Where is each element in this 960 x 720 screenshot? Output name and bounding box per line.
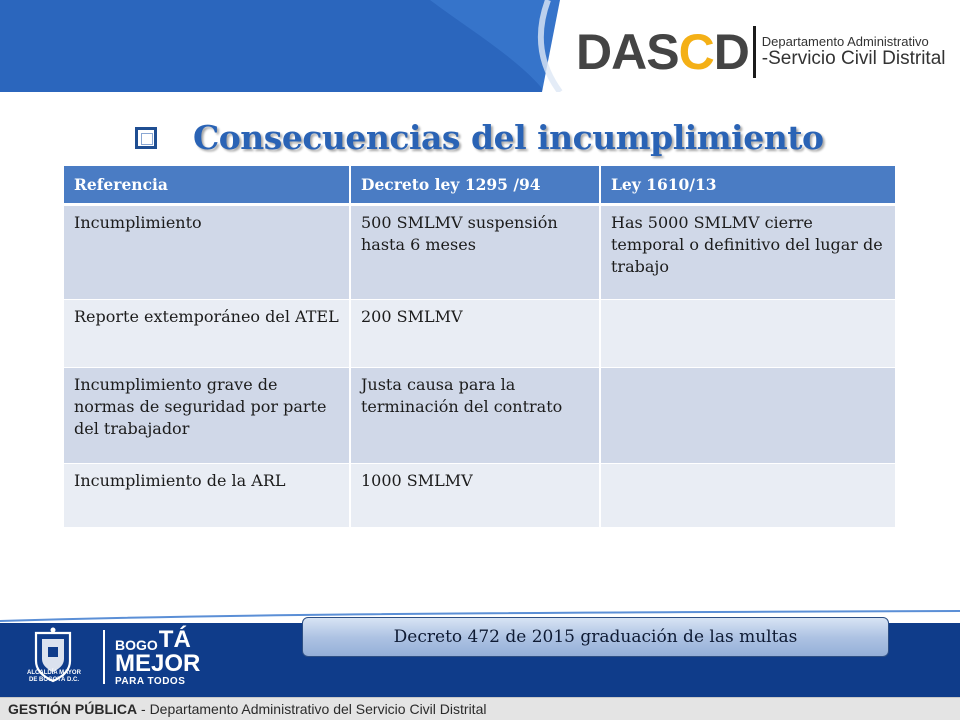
seal-text: ALCALDÍA MAYOR DE BOGOTÁ D.C. [27, 670, 81, 684]
checkbox-bullet-icon [135, 127, 157, 149]
logo-text [762, 35, 946, 69]
header-ley: Ley 1610/13 [600, 166, 896, 204]
consequences-table [64, 166, 897, 528]
table-cell: 1000 SMLMV [350, 463, 600, 527]
table-header-row [64, 166, 896, 204]
header-decreto: Decreto ley 1295 /94 [350, 166, 600, 204]
logo-line2: -Servicio Civil Distrital [761, 47, 946, 69]
table-cell: Incumplimiento [64, 204, 350, 299]
logo-line1: Departamento Administrativo [761, 34, 929, 50]
table-cell [600, 463, 896, 527]
logo-divider [753, 26, 756, 78]
bottom-text: GESTIÓN PÚBLICA - Departamento Administrativo del Servicio Civil Distrital [8, 701, 487, 717]
logo-wordmark: DASCD [576, 24, 749, 80]
table-cell: Justa causa para la terminación del contrato [350, 367, 600, 463]
title-row [135, 118, 823, 157]
table-cell: Incumplimiento de la ARL [64, 463, 350, 527]
table-row [64, 204, 896, 299]
table-cell: Has 5000 SMLMV cierre temporal o definitivo del lugar de trabajo [600, 204, 896, 299]
table-cell [600, 367, 896, 463]
table-cell: Reporte extemporáneo del ATEL [64, 299, 350, 367]
table-row [64, 299, 896, 367]
note-text: Decreto 472 de 2015 graduación de las multas [393, 627, 798, 647]
page-title: Consecuencias del incumplimiento [193, 118, 824, 157]
bottom-bar [0, 697, 960, 720]
logo-accent-letter: C [678, 24, 714, 80]
table-cell: 200 SMLMV [350, 299, 600, 367]
note-box [302, 617, 889, 657]
footer-divider [103, 630, 105, 684]
table-cell: Incumplimiento grave de normas de seguridad por parte del trabajador [64, 367, 350, 463]
table-row [64, 463, 896, 527]
table-cell: 500 SMLMV suspensión hasta 6 meses [350, 204, 600, 299]
header-referencia: Referencia [64, 166, 350, 204]
dascd-logo [576, 24, 945, 80]
table-row [64, 367, 896, 463]
bogota-mejor-logo: BOGO TÁ MEJOR PARA TODOS [115, 626, 201, 687]
table-cell [600, 299, 896, 367]
